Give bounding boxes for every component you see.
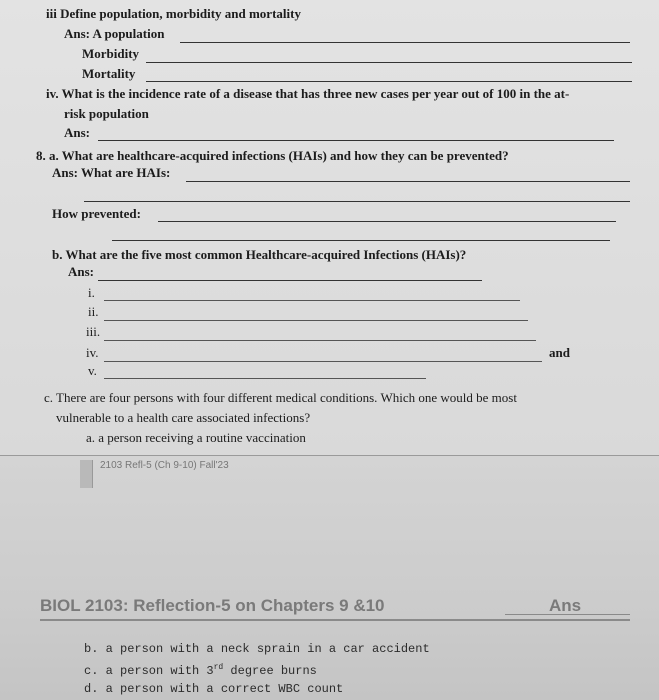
option-c[interactable] xyxy=(84,661,317,678)
option-c-prefix: c. a person with 3 xyxy=(84,664,214,678)
question-8c-line2: vulnerable to a health care associated infections? xyxy=(56,410,311,425)
hai-answer-line-main[interactable] xyxy=(98,280,482,281)
option-b[interactable]: b. a person with a neck sprain in a car accident xyxy=(84,642,430,656)
hai-item-iii-label: iii. xyxy=(86,324,101,339)
question-8c-line1: c. There are four persons with four different medical conditions. Which one would be most xyxy=(44,390,517,405)
hai-item-i-line[interactable] xyxy=(104,300,520,301)
option-d[interactable]: d. a person with a correct WBC count xyxy=(84,682,344,696)
population-answer-line[interactable] xyxy=(180,42,630,43)
morbidity-label: Morbidity xyxy=(82,46,140,61)
hai-item-i-label: i. xyxy=(88,285,95,300)
hai-item-v-label: v. xyxy=(88,363,97,378)
mortality-answer-line[interactable] xyxy=(146,81,632,82)
hais-ans-label: Ans: What are HAIs: xyxy=(52,165,171,180)
mortality-label: Mortality xyxy=(82,66,136,81)
hai-item-iv-label: iv. xyxy=(86,345,99,360)
hai-item-ii-line[interactable] xyxy=(104,320,528,321)
hai-item-iii-line[interactable] xyxy=(104,340,536,341)
option-c-superscript: rd xyxy=(213,663,224,672)
question-iv-line1: iv. What is the incidence rate of a disease that has three new cases per year out of 100 in the at- xyxy=(46,86,570,101)
worksheet-title: BIOL 2103: Reflection-5 on Chapters 9 &10 xyxy=(40,596,385,615)
prevented-answer-line-2[interactable] xyxy=(112,240,610,241)
hai-item-iv-line[interactable] xyxy=(104,361,542,362)
hai-item-v-line[interactable] xyxy=(104,378,426,379)
question-8b-ans-label: Ans: xyxy=(68,264,95,279)
hai-item-ii-label: ii. xyxy=(88,304,99,319)
morbidity-answer-line[interactable] xyxy=(146,62,632,63)
question-iii: iii Define population, morbidity and mortality xyxy=(46,6,301,21)
header-rule xyxy=(40,619,630,621)
incidence-answer-line[interactable] xyxy=(98,140,614,141)
prevented-answer-line-1[interactable] xyxy=(158,221,616,222)
question-iv-line2: risk population xyxy=(64,106,149,121)
question-8a: 8. a. What are healthcare-acquired infections (HAIs) and how they can be prevented? xyxy=(36,148,509,163)
option-c-suffix: degree burns xyxy=(223,664,317,678)
page-margin-marker xyxy=(80,460,93,488)
hai-and-label: and xyxy=(549,345,570,360)
ans-population-label: Ans: A population xyxy=(64,26,165,41)
hais-answer-line-1[interactable] xyxy=(186,181,630,182)
ans-header-label: Ans xyxy=(549,596,582,615)
option-a[interactable]: a. a person receiving a routine vaccination xyxy=(86,430,306,445)
question-8b: b. What are the five most common Healthcare-acquired Infections (HAIs)? xyxy=(52,247,467,262)
how-prevented-label: How prevented: xyxy=(52,206,141,221)
question-iv-ans-label: Ans: xyxy=(64,125,91,140)
hais-answer-line-2[interactable] xyxy=(84,201,630,202)
page-footer-label: 2103 Refl-5 (Ch 9-10) Fall'23 xyxy=(100,460,229,471)
